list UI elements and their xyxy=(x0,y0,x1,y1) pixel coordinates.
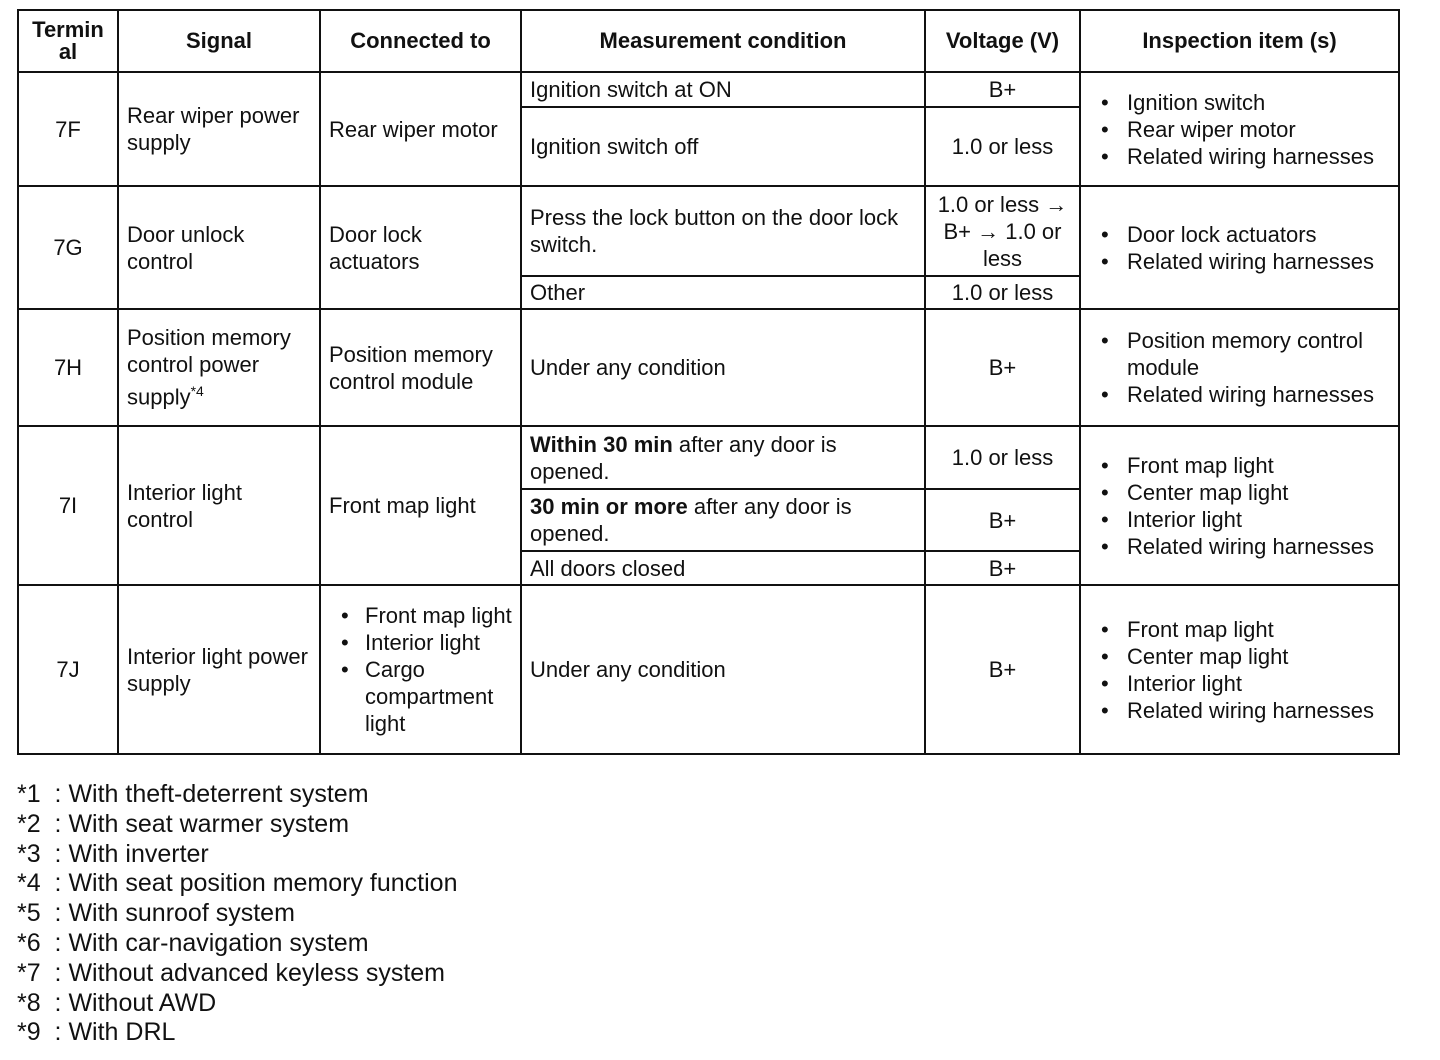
table-row xyxy=(18,309,1399,426)
header-inspection-items: Inspection item (s) xyxy=(1080,10,1399,72)
list-item: • Interior light xyxy=(1089,670,1390,697)
footnote: *2 : With seat warmer system xyxy=(17,809,350,838)
list-item: • Door lock actuators xyxy=(1089,221,1390,248)
footnotes xyxy=(17,780,458,1048)
condition-cell xyxy=(521,426,925,489)
condition-cell xyxy=(521,489,925,551)
footnote-text: With theft-deterrent system xyxy=(68,780,369,808)
connected-cell xyxy=(320,585,521,754)
voltage-cell: B+ xyxy=(925,489,1080,551)
footnote-mark: *8 xyxy=(17,988,41,1017)
list-item: • Interior light xyxy=(329,629,512,656)
voltage-cell: 1.0 or less → B+ → 1.0 or less xyxy=(925,186,1080,276)
terminal-cell: 7I xyxy=(18,426,118,585)
terminal-spec-table xyxy=(17,9,1400,755)
connected-list xyxy=(329,602,512,737)
inspection-list xyxy=(1089,452,1390,560)
signal-cell: Door unlock control xyxy=(118,186,320,309)
table-row xyxy=(18,72,1399,107)
footnote-text: With inverter xyxy=(68,839,209,868)
list-item: • Rear wiper motor xyxy=(1089,116,1390,143)
terminal-cell: 7G xyxy=(18,186,118,309)
condition-bold: 30 min or more xyxy=(530,494,688,519)
list-item: • Related wiring harnesses xyxy=(1089,248,1390,275)
footnote-mark: *6 xyxy=(17,928,41,957)
list-item: • Center map light xyxy=(1089,479,1390,506)
inspection-list xyxy=(1089,327,1390,408)
footnote: *1 : With theft-deterrent system xyxy=(17,780,369,808)
voltage-cell: 1.0 or less xyxy=(925,276,1080,309)
signal-cell: Interior light control xyxy=(118,426,320,585)
voltage-cell: 1.0 or less xyxy=(925,426,1080,489)
footnote: *6 : With car-navigation system xyxy=(17,928,369,957)
voltage-cell: B+ xyxy=(925,72,1080,107)
footnote-text: With DRL xyxy=(68,1018,176,1047)
condition-cell: Other xyxy=(521,276,925,309)
list-item: • Front map light xyxy=(1089,452,1390,479)
footnote-mark: *7 xyxy=(17,958,41,987)
connected-cell: Position memory control module xyxy=(320,309,521,426)
inspection-cell xyxy=(1080,585,1399,754)
inspection-list xyxy=(1089,89,1390,170)
footnote-text: With seat warmer system xyxy=(68,809,350,838)
footnote-text: With sunroof system xyxy=(68,899,295,928)
inspection-cell xyxy=(1080,309,1399,426)
footnote-mark: *9 xyxy=(17,1018,41,1047)
connected-cell: Rear wiper motor xyxy=(320,72,521,186)
voltage-cell: 1.0 or less xyxy=(925,107,1080,186)
condition-cell: Ignition switch at ON xyxy=(521,72,925,107)
list-item: • Front map light xyxy=(1089,616,1390,643)
footnote: *3 : With inverter xyxy=(17,839,209,868)
inspection-cell xyxy=(1080,72,1399,186)
footnote-text: With seat position memory function xyxy=(68,869,458,898)
table-row xyxy=(18,585,1399,754)
list-item: • Interior light xyxy=(1089,506,1390,533)
condition-cell: All doors closed xyxy=(521,551,925,585)
terminal-cell: 7F xyxy=(18,72,118,186)
condition-cell: Under any condition xyxy=(521,585,925,754)
condition-text: after any door is opened. xyxy=(530,494,852,546)
table-row xyxy=(18,186,1399,276)
footnote-mark: *5 xyxy=(17,899,41,928)
signal-cell xyxy=(118,309,320,426)
condition-cell: Under any condition xyxy=(521,309,925,426)
header-measurement-condition: Measurement condition xyxy=(521,10,925,72)
condition-text: after any door is opened. xyxy=(530,431,837,484)
connected-cell: Front map light xyxy=(320,426,521,585)
footnote: *5 : With sunroof system xyxy=(17,899,295,928)
footnote: *9 : With DRL xyxy=(17,1018,176,1047)
footnote: *4 : With seat position memory function xyxy=(17,869,458,898)
signal-cell: Rear wiper power supply xyxy=(118,72,320,186)
list-item: • Related wiring harnesses xyxy=(1089,143,1390,170)
footnote: *7 : Without advanced keyless system xyxy=(17,958,445,987)
list-item: • Cargo compartment light xyxy=(329,656,512,737)
header-connected-to: Connected to xyxy=(320,10,521,72)
header-voltage: Voltage (V) xyxy=(925,10,1080,72)
signal-cell: Interior light power supply xyxy=(118,585,320,754)
signal-text: Position memory control power supply xyxy=(127,325,291,410)
condition-cell: Press the lock button on the door lock switch. xyxy=(521,186,925,276)
list-item: • Center map light xyxy=(1089,643,1390,670)
list-item: • Related wiring harnesses xyxy=(1089,533,1390,560)
list-item: • Position memory control module xyxy=(1089,327,1390,381)
footnote-text: With car-navigation system xyxy=(68,928,369,957)
table-row xyxy=(18,426,1399,489)
footnote-ref: *4 xyxy=(190,383,204,400)
terminal-cell: 7J xyxy=(18,585,118,754)
condition-bold: Within 30 min xyxy=(530,431,673,457)
list-item: • Ignition switch xyxy=(1089,89,1390,116)
header-terminal: Termin al xyxy=(18,10,118,72)
inspection-list xyxy=(1089,616,1390,724)
footnote-mark: *3 xyxy=(17,839,41,868)
inspection-list xyxy=(1089,221,1390,275)
voltage-cell: B+ xyxy=(925,585,1080,754)
footnote-mark: *2 xyxy=(17,809,41,838)
footnote-mark: *1 xyxy=(17,780,41,808)
list-item: • Related wiring harnesses xyxy=(1089,697,1390,724)
footnote-text: Without advanced keyless system xyxy=(68,958,445,987)
terminal-cell: 7H xyxy=(18,309,118,426)
footnote-text: Without AWD xyxy=(68,988,217,1017)
inspection-cell xyxy=(1080,186,1399,309)
inspection-cell xyxy=(1080,426,1399,585)
footnote-mark: *4 xyxy=(17,869,41,898)
footnote: *8 : Without AWD xyxy=(17,988,217,1017)
header-signal: Signal xyxy=(118,10,320,72)
list-item: • Front map light xyxy=(329,602,512,629)
voltage-cell: B+ xyxy=(925,309,1080,426)
list-item: • Related wiring harnesses xyxy=(1089,381,1390,408)
voltage-cell: B+ xyxy=(925,551,1080,585)
connected-cell: Door lock actuators xyxy=(320,186,521,309)
header-row xyxy=(18,10,1399,72)
condition-cell: Ignition switch off xyxy=(521,107,925,186)
